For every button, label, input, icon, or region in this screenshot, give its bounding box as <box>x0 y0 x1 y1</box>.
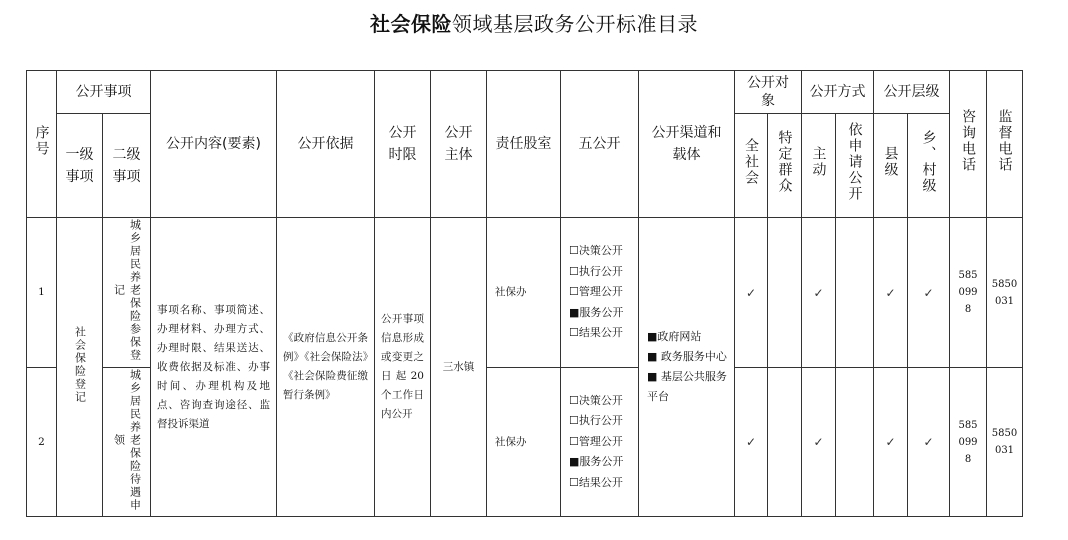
content-cell: 事项名称、事项简述、办理材料、办理方式、办理时限、结果送达、收费依据及标准、办事时间、办理机构及地点、咨询查询途径、监督投诉渠道 <box>151 218 277 517</box>
header-seq: 序号 <box>27 71 57 218</box>
header-subject: 公开主体 <box>431 71 487 218</box>
supervise-phone: 5850 031 <box>987 368 1023 517</box>
header-level2: 二级事项 <box>103 114 151 218</box>
check-whole-society: ✓ <box>735 368 768 517</box>
header-level: 公开层级 <box>874 71 950 114</box>
header-five-public: 五公开 <box>561 71 639 218</box>
five-public-cell: ☐决策公开 ☐执行公开 ☐管理公开 ■服务公开 ☐结果公开 <box>561 218 639 368</box>
consult-phone: 585 099 8 <box>950 218 987 368</box>
subject-cell: 三水镇 <box>431 218 487 517</box>
header-public-items: 公开事项 <box>57 71 151 114</box>
level1-cell: 社会保险登记 <box>57 218 103 517</box>
check-whole-society: ✓ <box>735 218 768 368</box>
check-county: ✓ <box>874 368 908 517</box>
basis-cell: 《政府信息公开条例》《社会保险法》《社会保险费征缴暂行条例》 <box>277 218 375 517</box>
channel-cell: ■政府网站 ■ 政务服务中心 ■ 基层公共服务平台 <box>639 218 735 517</box>
dept-cell: 社保办 <box>487 218 561 368</box>
time-limit-cell: 公开事项信息形成或变更之日起20个工作日内公开 <box>375 218 431 517</box>
row-seq: 1 <box>27 218 57 368</box>
check-on-request <box>836 368 874 517</box>
check-active: ✓ <box>802 218 836 368</box>
supervise-phone: 5850 031 <box>987 218 1023 368</box>
header-time-limit: 公开时限 <box>375 71 431 218</box>
level2-cell: 城乡居民养老保险参保登记 <box>103 218 151 368</box>
row-seq: 2 <box>27 368 57 517</box>
header-county: 县级 <box>874 114 908 218</box>
consult-phone: 585 099 8 <box>950 368 987 517</box>
check-specific-group <box>768 218 802 368</box>
check-active: ✓ <box>802 368 836 517</box>
header-specific-group: 特定群众 <box>768 114 802 218</box>
header-content: 公开内容(要素) <box>151 71 277 218</box>
check-on-request <box>836 218 874 368</box>
header-township: 乡、村级 <box>908 114 950 218</box>
page-title: 社会保险领域基层政务公开标准目录 <box>370 12 698 36</box>
header-audience: 公开对象 <box>735 71 802 114</box>
check-county: ✓ <box>874 218 908 368</box>
five-public-cell: ☐决策公开 ☐执行公开 ☐管理公开 ■服务公开 ☐结果公开 <box>561 368 639 517</box>
header-basis: 公开依据 <box>277 71 375 218</box>
dept-cell: 社保办 <box>487 368 561 517</box>
table-row <box>27 218 1023 368</box>
level2-cell: 城乡居民养老保险待遇申领 <box>103 368 151 517</box>
check-township: ✓ <box>908 218 950 368</box>
header-method: 公开方式 <box>802 71 874 114</box>
header-supervise-phone: 监督电话 <box>987 71 1023 218</box>
header-on-request: 依申请公开 <box>836 114 874 218</box>
header-consult-phone: 咨询电话 <box>950 71 987 218</box>
header-whole-society: 全社会 <box>735 114 768 218</box>
catalog-table <box>26 70 1023 517</box>
check-specific-group <box>768 368 802 517</box>
header-level1: 一级事项 <box>57 114 103 218</box>
check-township: ✓ <box>908 368 950 517</box>
header-active: 主动 <box>802 114 836 218</box>
header-dept: 责任股室 <box>487 71 561 218</box>
header-channel: 公开渠道和载体 <box>639 71 735 218</box>
